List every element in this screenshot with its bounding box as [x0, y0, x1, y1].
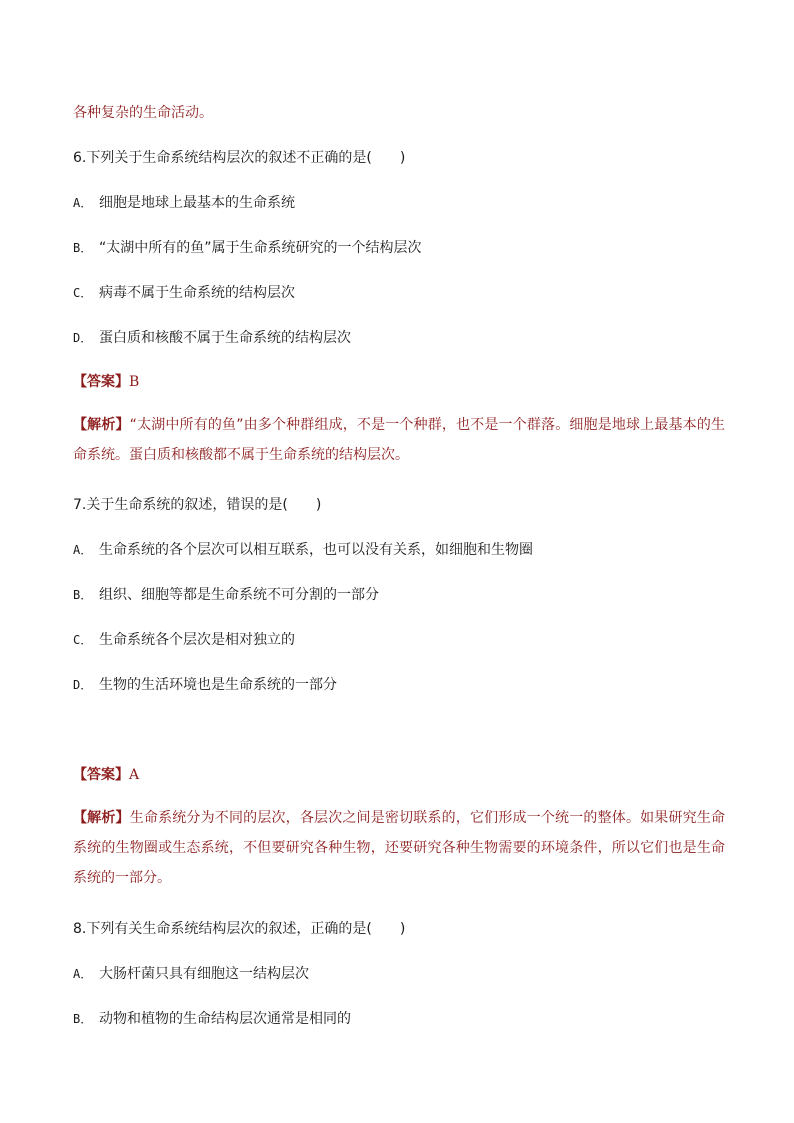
- q7-option-d: [73, 675, 337, 695]
- q6-option-a: [73, 193, 295, 213]
- q7-option-c-letter: C．: [73, 633, 93, 647]
- q6-answer-value: B: [129, 374, 140, 390]
- q8-option-b: [73, 1009, 351, 1029]
- q7-analysis: [73, 803, 725, 893]
- q6-option-c: [73, 283, 295, 303]
- q6-analysis-tag: 【解析】: [73, 417, 130, 433]
- q7-answer-value: A: [129, 767, 140, 783]
- q7-option-a: [73, 540, 533, 560]
- q7-option-d-text: 生物的生活环境也是生命系统的一部分: [99, 677, 337, 693]
- intro-text: 各种复杂的生命活动。: [73, 105, 213, 121]
- q7-option-c-text: 生命系统各个层次是相对独立的: [99, 632, 295, 648]
- q6-analysis-text: “太湖中所有的鱼”由多个种群组成，不是一个种群，也不是一个群落。细胞是地球上最基本的生命系统。蛋白质和核酸都不属于生命系统的结构层次。: [73, 417, 725, 463]
- q6-analysis: [73, 410, 725, 470]
- q8-option-a-text: 大肠杆菌只具有细胞这一结构层次: [99, 966, 309, 982]
- q6-option-b-text: “太湖中所有的鱼”属于生命系统研究的一个结构层次: [99, 240, 422, 256]
- q7-answer-tag: 【答案】: [73, 767, 129, 783]
- q6-option-d: [73, 328, 351, 348]
- q6-option-b-letter: B．: [73, 241, 93, 255]
- q6-option-a-text: 细胞是地球上最基本的生命系统: [99, 195, 295, 211]
- q7-stem: 7.关于生命系统的叙述，错误的是( ): [73, 497, 322, 513]
- q7-option-a-text: 生命系统的各个层次可以相互联系，也可以没有关系，如细胞和生物圈: [99, 542, 533, 558]
- q7-analysis-text: 生命系统分为不同的层次，各层次之间是密切联系的，它们形成一个统一的整体。如果研究生命系统的生物圈或生态系统，不但要研究各种生物，还要研究各种生物需要的环境条件，所以它们也是生命系统的一部分。: [73, 810, 726, 886]
- q6-option-c-text: 病毒不属于生命系统的结构层次: [99, 285, 295, 301]
- q7-option-b: [73, 585, 379, 605]
- q6-option-d-letter: D．: [73, 331, 93, 345]
- q6-option-a-letter: A．: [73, 196, 93, 210]
- q7-answer: [73, 765, 139, 785]
- q8-option-a: [73, 964, 309, 984]
- q6-answer: [73, 372, 139, 392]
- q7-option-d-letter: D．: [73, 678, 93, 692]
- q8-option-b-text: 动物和植物的生命结构层次通常是相同的: [99, 1011, 351, 1027]
- q8-option-b-letter: B．: [73, 1012, 93, 1026]
- q7-option-c: [73, 630, 295, 650]
- q6-option-d-text: 蛋白质和核酸不属于生命系统的结构层次: [99, 330, 351, 346]
- q7-option-b-text: 组织、细胞等都是生命系统不可分割的一部分: [99, 587, 379, 603]
- q8-option-a-letter: A．: [73, 967, 93, 981]
- q6-option-b: [73, 238, 422, 258]
- q6-answer-tag: 【答案】: [73, 374, 129, 390]
- q7-option-a-letter: A．: [73, 543, 93, 557]
- q8-stem: 8.下列有关生命系统结构层次的叙述，正确的是( ): [73, 921, 406, 937]
- q6-stem: 6.下列关于生命系统结构层次的叙述不正确的是( ): [73, 150, 406, 166]
- q6-option-c-letter: C．: [73, 286, 93, 300]
- q7-analysis-tag: 【解析】: [73, 810, 130, 826]
- q7-option-b-letter: B．: [73, 588, 93, 602]
